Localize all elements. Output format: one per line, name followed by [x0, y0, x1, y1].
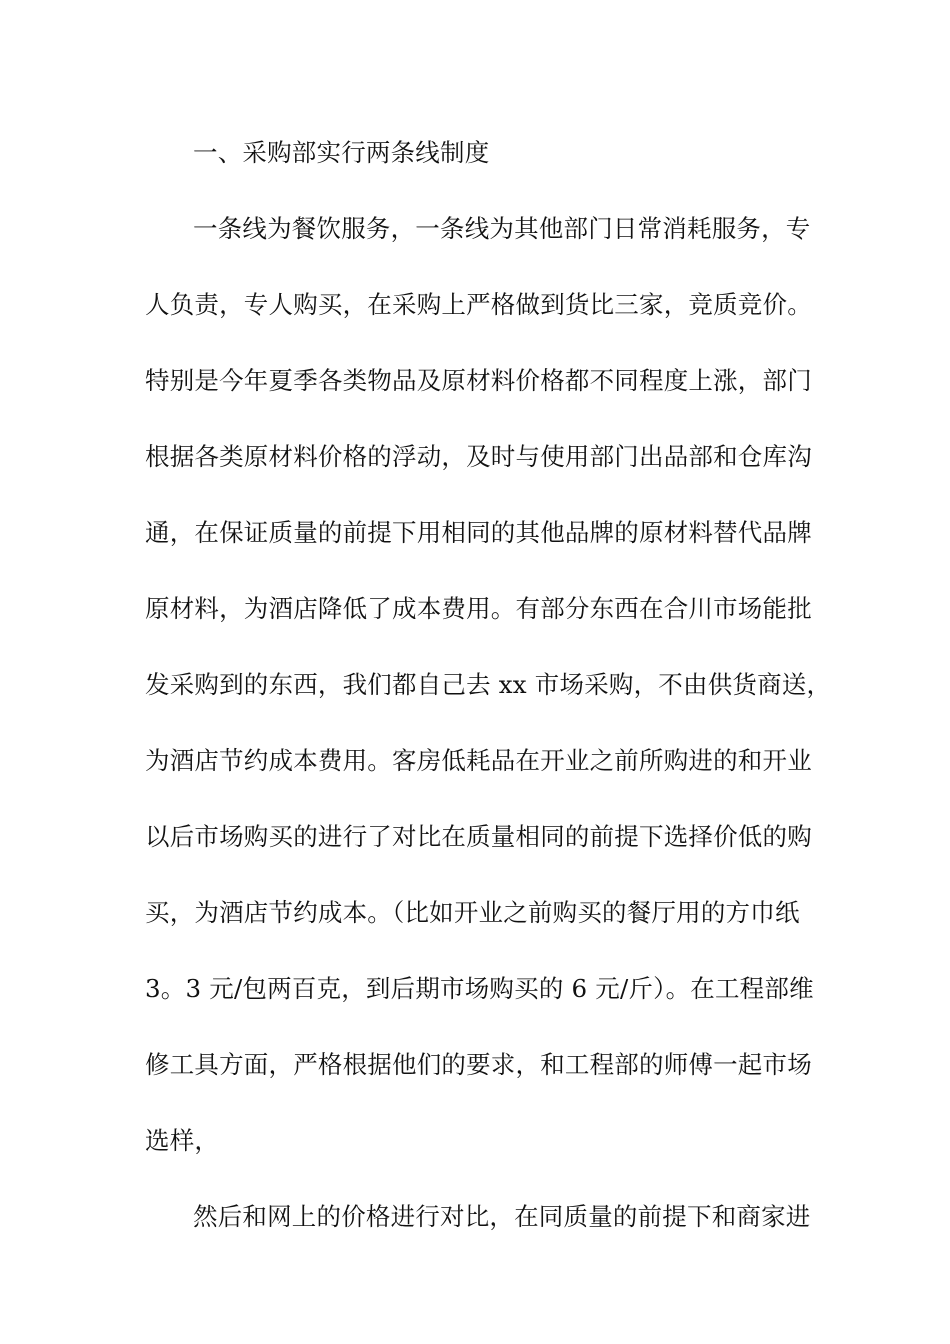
paragraph-line: 特别是今年夏季各类物品及原材料价格都不同程度上涨，部门 — [145, 366, 812, 395]
paragraph-line: 为酒店节约成本费用。客房低耗品在开业之前所购进的和开业 — [145, 746, 812, 775]
paragraph-line: 3。3 元/包两百克，到后期市场购买的 6 元/斤）。在工程部维 — [145, 974, 814, 1003]
paragraph-line: 以后市场购买的进行了对比在质量相同的前提下选择价低的购 — [145, 822, 812, 851]
section-heading: 一、采购部实行两条线制度 — [193, 138, 490, 167]
paragraph-line: 然后和网上的价格进行对比，在同质量的前提下和商家进 — [193, 1202, 811, 1231]
paragraph-line: 人负责，专人购买，在采购上严格做到货比三家，竞质竞价。 — [145, 290, 812, 319]
paragraph-line: 买，为酒店节约成本。（比如开业之前购买的餐厅用的方巾纸 — [145, 898, 800, 927]
paragraph-line: 修工具方面，严格根据他们的要求，和工程部的师傅一起市场 — [145, 1050, 812, 1079]
paragraph-line: 一条线为餐饮服务，一条线为其他部门日常消耗服务，专 — [193, 214, 811, 243]
paragraph-line: 选样， — [145, 1126, 220, 1155]
paragraph-line: 发采购到的东西，我们都自己去 xx 市场采购，不由供货商送， — [145, 670, 832, 699]
paragraph-line: 通，在保证质量的前提下用相同的其他品牌的原材料替代品牌 — [145, 518, 812, 547]
paragraph-line: 根据各类原材料价格的浮动，及时与使用部门出品部和仓库沟 — [145, 442, 812, 471]
paragraph-line: 原材料，为酒店降低了成本费用。有部分东西在合川市场能批 — [145, 594, 812, 623]
